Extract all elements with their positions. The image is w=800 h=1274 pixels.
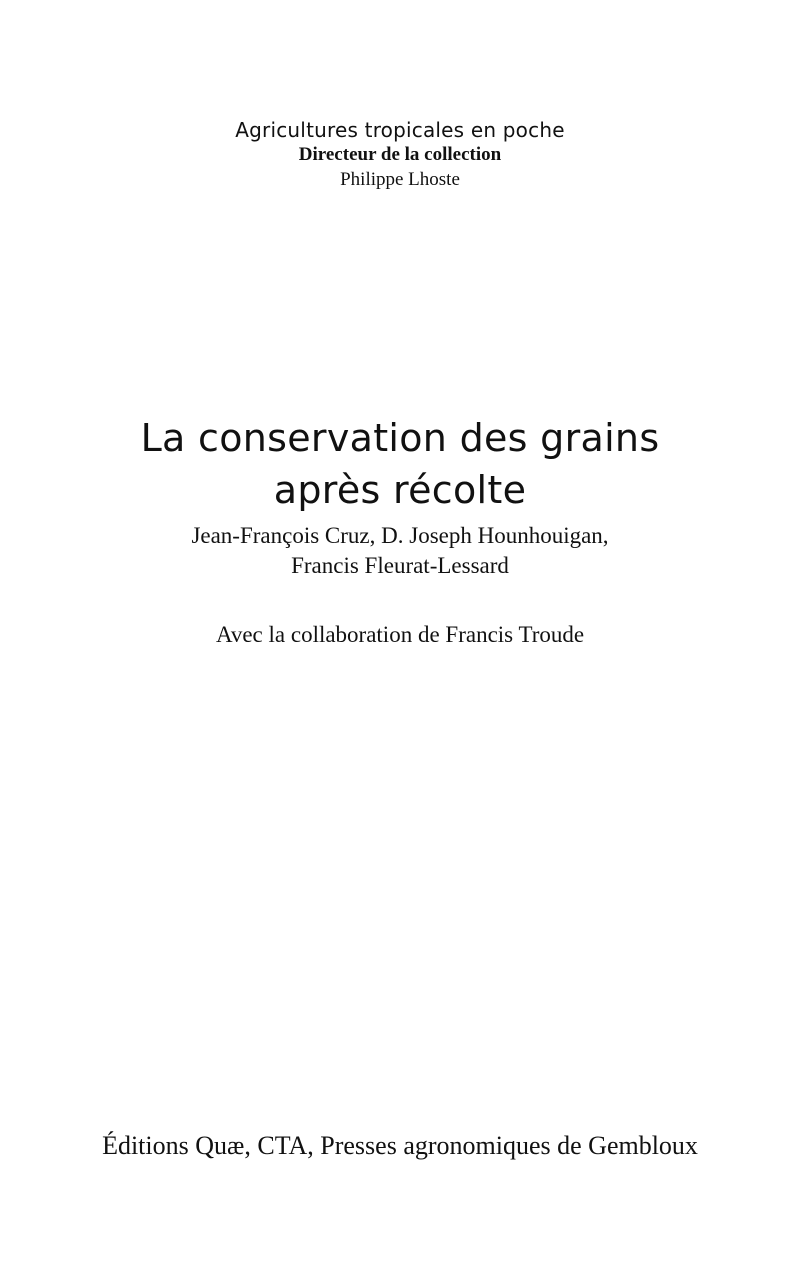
publisher-text: Éditions Quæ, CTA, Presses agronomiques de Gembloux [102,1131,698,1160]
authors [0,521,800,581]
book-title [0,412,800,516]
collection-name: Agricultures tropicales en poche [235,118,565,142]
publisher [0,1129,800,1163]
collaboration [0,620,800,650]
collaboration-text: Avec la collaboration de Francis Troude [215,622,585,647]
book-title-line-2: après récolte [273,468,527,512]
director-label: Directeur de la collection [298,144,502,165]
authors-line-2: Francis Fleurat-Lessard [291,553,509,578]
book-title-line-1: La conservation des grains [140,416,660,460]
collection-info [0,117,800,193]
authors-line-1: Jean-François Cruz, D. Joseph Hounhouigan, [191,523,609,548]
director-name: Philippe Lhoste [340,169,460,190]
